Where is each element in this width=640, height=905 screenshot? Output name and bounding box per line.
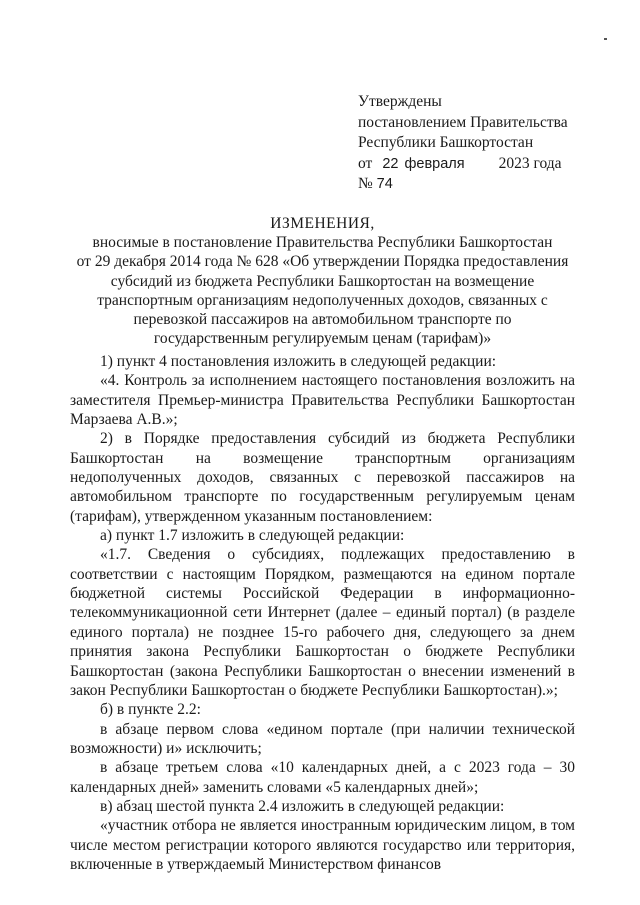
approval-line: Утверждены xyxy=(358,93,442,110)
document-title xyxy=(70,214,575,348)
date-day: 22 xyxy=(382,155,399,172)
title-line: государственным регулируемым ценам (тарифам)» xyxy=(153,330,492,348)
paragraph: «участник отбора не является иностранным юридическим лицом, в том числе местом регистрации которого являются государство или территория, включенные в утверждаемый Министерством финансов xyxy=(70,817,575,873)
approval-stamp xyxy=(358,92,598,195)
title-heading: ИЗМЕНЕНИЯ, xyxy=(270,215,375,232)
paragraph: «1.7. Сведения о субсидиях, подлежащих предоставлению в соответствии с настоящим Порядком, размещаются на едином портале бюджетной системы Российской Федерации в информационно-телекоммуникационной сети Интернет (далее – единый портал) (в разделе единого портала) не позднее 15-го рабочего дня, следующего за днем принятия закона Республики Башкортостан о бюджете Республики Башкортостан (закона Республики Башкортостан о внесении изменений в закон Республики Башкортостан о бюджете Республики Башкортостан).»; xyxy=(70,546,575,699)
paragraph: в абзаце первом слова «едином портале (при наличии технической возможности) и» исключить; xyxy=(70,720,575,757)
approval-line: постановлением Правительства xyxy=(358,113,568,131)
title-line: перевозкой пассажиров на автомобильном транспорте по xyxy=(133,311,512,329)
date-prefix: от xyxy=(358,154,373,172)
scan-mark xyxy=(604,38,607,40)
approval-line: Республики Башкортостан xyxy=(358,134,534,151)
paragraph: в абзаце третьем слова «10 календарных дней, а с 2023 года – 30 календарных дней» заменить словами «5 календарных дней»; xyxy=(70,759,575,796)
title-line: субсидий из бюджета Республики Башкортостан на возмещение xyxy=(110,272,535,290)
date-month: февраля xyxy=(404,155,465,172)
paragraph: 1) пункт 4 постановления изложить в следующей редакции: xyxy=(100,353,497,370)
number-prefix: № xyxy=(358,175,373,192)
paragraph: б) в пункте 2.2: xyxy=(100,701,201,719)
paragraph: «4. Контроль за исполнением настоящего постановления возложить на заместителя Премьер-министра Правительства Республики Башкортостан Марзаева А.В.»; xyxy=(70,372,575,429)
title-line: вносимые в постановление Правительства Республики Башкортостан xyxy=(92,234,553,252)
title-line: от 29 декабря 2014 года № 628 «Об утверждении Порядка предоставления xyxy=(76,253,569,271)
paragraph: а) пункт 1.7 изложить в следующей редакции: xyxy=(100,527,405,545)
document-body xyxy=(70,352,575,874)
paragraph: 2) в Порядке предоставления субсидий из бюджета Республики Башкортостан на возмещение транспортным организациям недополученных доходов, связанных с перевозкой пассажиров на автомобильном транспорте по государственным регулируемым ценам (тарифам), утвержденном указанным постановлением: xyxy=(70,430,575,525)
approval-date xyxy=(358,154,598,175)
paragraph: в) абзац шестой пункта 2.4 изложить в следующей редакции: xyxy=(100,797,505,815)
number-value: 74 xyxy=(376,176,393,192)
date-year: 2023 года xyxy=(498,154,562,172)
title-line: транспортным организациям недополученных доходов, связанных с xyxy=(97,291,548,309)
approval-number xyxy=(358,174,598,195)
